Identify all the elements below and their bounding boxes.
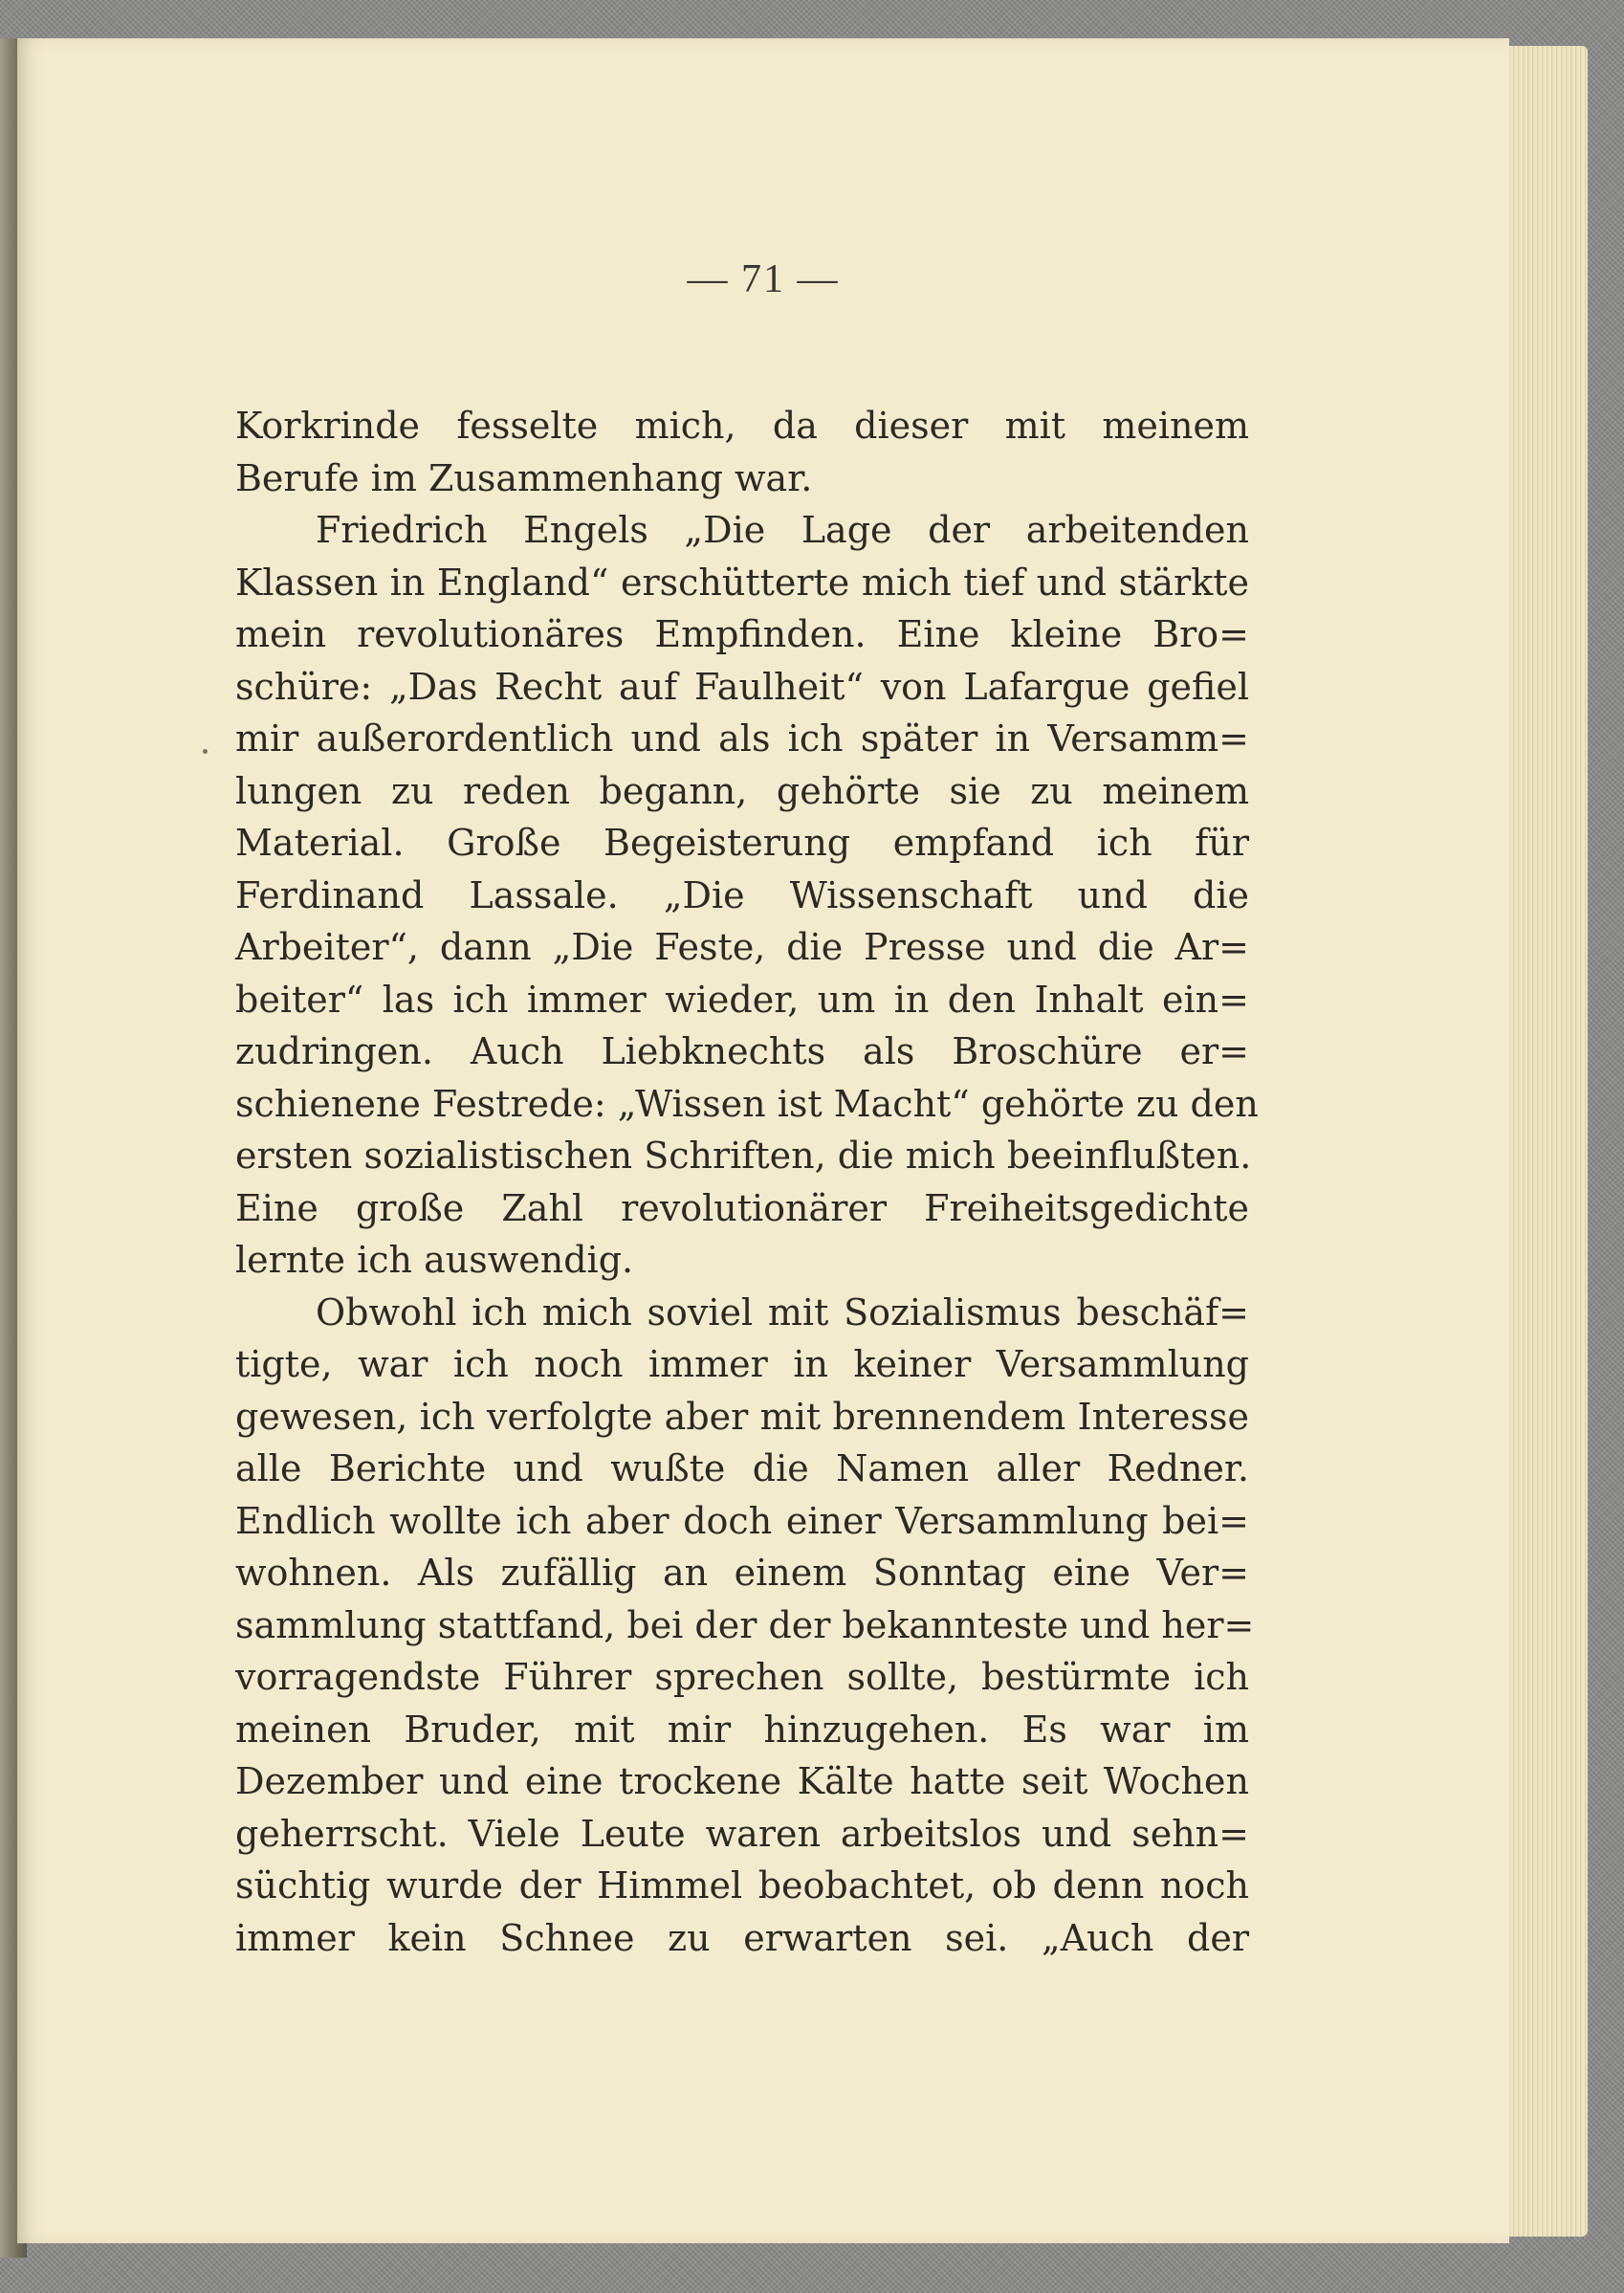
text-line: gewesen, ich verfolgte aber mit brennendem Interesse (235, 1395, 1249, 1438)
text-line: mir außerordentlich und als ich später in Versamm= (235, 717, 1249, 760)
text-line: zudringen. Auch Liebknechts als Broschüre er= (235, 1030, 1249, 1072)
text-line: schüre: „Das Recht auf Faulheit“ von Lafargue gefiel (235, 665, 1249, 708)
text-line: Berufe im Zusammenhang war. (235, 456, 813, 499)
text-line: Klassen in England“ erschütterte mich tief und stärkte (235, 561, 1249, 604)
book-page (17, 38, 1509, 2243)
text-line: sammlung stattfand, bei der der bekannteste und her= (235, 1603, 1255, 1646)
text-line: vorragendste Führer sprechen sollte, bestürmte ich (235, 1656, 1249, 1698)
text-line: Material. Große Begeisterung empfand ich für (235, 822, 1249, 864)
text-line: Korkrinde fesselte mich, da dieser mit meinem (235, 405, 1249, 447)
text-line: tigte, war ich noch immer in keiner Versammlung (235, 1343, 1249, 1385)
text-line: lernte ich auswendig. (235, 1239, 634, 1281)
text-line: alle Berichte und wußte die Namen aller Redner. (235, 1447, 1249, 1489)
text-line: Dezember und eine trockene Kälte hatte seit Wochen (235, 1760, 1249, 1802)
text-line: Ferdinand Lassale. „Die Wissenschaft und die (235, 873, 1249, 916)
text-line: Eine große Zahl revolutionärer Freiheitsgedichte (235, 1186, 1249, 1229)
text-line: lungen zu reden begann, gehörte sie zu meinem (235, 769, 1249, 812)
text-line: wohnen. Als zufällig an einem Sonntag eine Ver= (235, 1552, 1249, 1594)
paper-speck (203, 749, 208, 754)
text-line: süchtig wurde der Himmel beobachtet, ob denn noch (235, 1864, 1249, 1907)
text-line: ersten sozialistischen Schriften, die mich beeinflußten. (235, 1135, 1252, 1177)
page-number: — 71 — (687, 257, 840, 301)
text-line: mein revolutionäres Empfinden. Eine kleine Bro= (235, 613, 1249, 655)
page-body-text (235, 400, 1259, 1964)
text-line: Endlich wollte ich aber doch einer Versammlung bei= (235, 1499, 1249, 1542)
text-line: schienene Festrede: „Wissen ist Macht“ gehörte zu den (235, 1082, 1259, 1125)
text-line: geherrscht. Viele Leute waren arbeitslos und sehn= (235, 1812, 1249, 1855)
text-line: immer kein Schnee zu erwarten sei. „Auch der (235, 1916, 1249, 1959)
text-line: Obwohl ich mich soviel mit Sozialismus beschäf= (316, 1290, 1249, 1334)
text-line: beiter“ las ich immer wieder, um in den Inhalt ein= (235, 978, 1249, 1021)
text-line: meinen Bruder, mit mir hinzugehen. Es war im (235, 1708, 1249, 1751)
text-line: Arbeiter“, dann „Die Feste, die Presse und die Ar= (235, 926, 1249, 968)
text-line: Friedrich Engels „Die Lage der arbeitenden (316, 509, 1249, 551)
